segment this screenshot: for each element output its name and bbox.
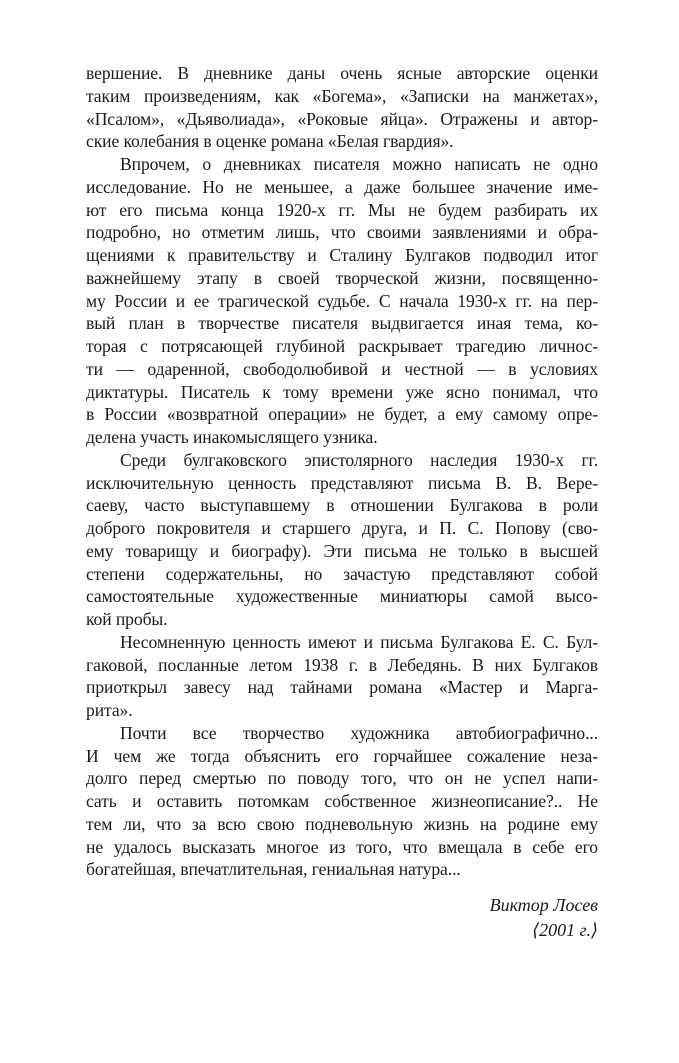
text-line: гаковой, посланные летом 1938 г. в Лебедянь. В них Булгаков xyxy=(86,654,598,675)
text-line: «Псалом», «Дьяволиада», «Роковые яйца». Отражены и автор- xyxy=(86,108,598,129)
text-line: ские колебания в оценке романа «Белая гвардия». xyxy=(86,131,454,152)
text-line: торая с потрясающей глубиной раскрывает трагедию личнос- xyxy=(86,336,598,356)
paragraph xyxy=(86,153,598,449)
text-line: таким произведениям, как «Богема», «Записки на манжетах», xyxy=(86,85,598,106)
signature-date: ⟨2001 г.⟩ xyxy=(532,920,598,940)
text-line: самостоятельные художественные миниатюры самой высо- xyxy=(86,586,598,607)
text-line: исследование. Но не меньшее, а даже большее значение име- xyxy=(86,176,598,197)
text-line: исключительную ценность представляют письма В. В. Вере- xyxy=(86,472,598,493)
text-line: ему товарищу и биографу). Эти письма не только в высшей xyxy=(86,540,598,561)
text-line: в России «возвратной операции» не будет, а ему самому опре- xyxy=(86,404,598,425)
text-line: саеву, часто выступавшему в отношении Булгакова в роли xyxy=(86,495,598,516)
text-line: степени содержательны, но зачастую представляют собой xyxy=(86,563,598,584)
paragraph xyxy=(86,631,598,722)
text-line: тем ли, что за всю свою подневольную жизнь на родине ему xyxy=(86,813,598,834)
text-line: приоткрыл завесу над тайнами романа «Мастер и Марга- xyxy=(86,677,598,698)
text-line: делена участь инакомыслящего узника. xyxy=(86,427,378,447)
text-line: щениями к правительству и Сталину Булгаков подводил итог xyxy=(86,245,598,265)
text-line: богатейшая, впечатлительная, гениальная натура... xyxy=(86,859,461,880)
text-line: му России и ее трагической судьбе. С начала 1930-х гг. на пер- xyxy=(86,290,598,311)
text-line: подробно, но отметим лишь, что своими заявлениями и обра- xyxy=(86,222,598,243)
article-body xyxy=(86,62,598,881)
paragraph xyxy=(86,62,598,153)
text-line: Несомненную ценность имеют и письма Булгакова Е. С. Бул- xyxy=(120,631,598,652)
text-line: долго перед смертью по поводу того, что он не успел напи- xyxy=(86,768,598,789)
paragraph xyxy=(86,722,598,881)
paragraph xyxy=(86,449,598,631)
text-line: вый план в творчестве писателя выдвигается иная тема, ко- xyxy=(86,313,598,334)
signature-author: Виктор Лосев xyxy=(489,895,598,915)
text-line: не удалось высказать многое из того, что вмещала в себе его xyxy=(86,836,598,857)
signature xyxy=(490,893,598,943)
text-line: Среди булгаковского эпистолярного наследия 1930-х гг. xyxy=(120,449,598,470)
text-line: доброго покровителя и старшего друга, и П. С. Попову (сво- xyxy=(86,518,598,538)
text-line: важнейшему этапу в своей творческой жизни, посвященно- xyxy=(86,267,598,288)
text-line: рита». xyxy=(86,700,133,720)
text-line: вершение. В дневнике даны очень ясные авторские оценки xyxy=(86,63,598,83)
text-line: кой пробы. xyxy=(86,609,168,629)
text-line: Впрочем, о дневниках писателя можно написать не одно xyxy=(120,154,598,174)
text-line: диктатуры. Писатель к тому времени уже ясно понимал, что xyxy=(86,381,598,402)
text-line: ти — одаренной, свободолюбивой и честной — в условиях xyxy=(86,358,598,379)
text-line: Почти все творчество художника автобиографично... xyxy=(120,722,598,743)
text-line: ют его письма конца 1920-х гг. Мы не будем разбирать их xyxy=(86,199,598,220)
text-line: сать и оставить потомкам собственное жизнеописание?.. Не xyxy=(86,791,598,811)
text-line: И чем же тогда объяснить его горчайшее сожаление неза- xyxy=(86,745,598,766)
